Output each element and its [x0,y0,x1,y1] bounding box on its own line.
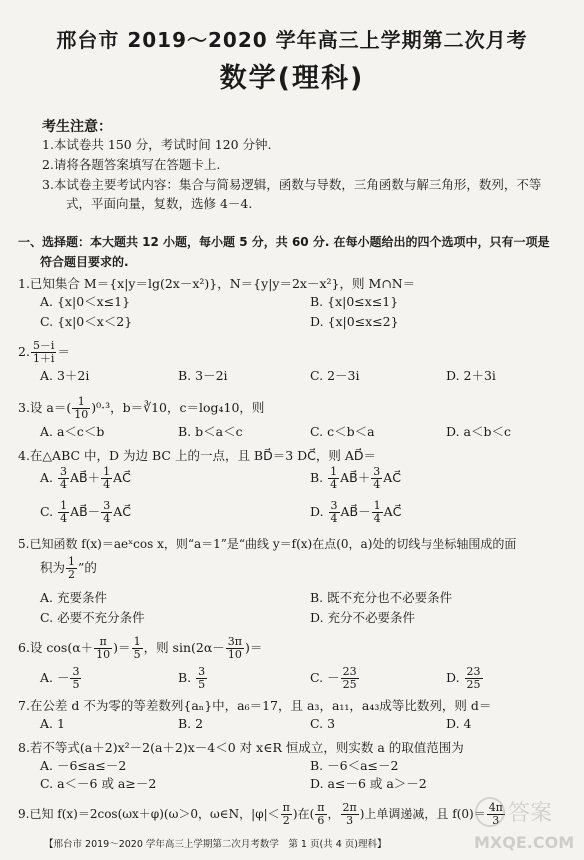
q1-option-c: C. {x|0＜x＜2} [40,314,133,329]
q4b-frac-1 [328,466,339,491]
q4c-n2: 3 [103,499,111,512]
q2-option-a: A. 3＋2i [40,368,90,383]
q3-option-c: C. c＜b＜a [310,424,375,439]
q9-frac-1 [281,802,292,827]
q6-f1n: π [94,636,112,649]
question-7: 7.在公差 d 不为零的等差数列{aₙ}中，a₆＝17，且 a₃，a₁₁，a₄₃成等比数列，则 d＝ [18,698,492,713]
q6-pre: 6.设 cos(α＋ [18,640,94,655]
q8-option-d: D. a≤－6 或 a＞－2 [310,776,427,791]
q6b-d: 5 [198,678,206,691]
q4b-frac-2 [371,466,382,491]
q7-option-b: B. 2 [178,716,204,731]
q6a-frac [70,666,81,691]
q6-post: )＝ [245,640,263,655]
q3-numerator: 1 [72,396,90,409]
q8-option-b: B. －6＜a≤－2 [310,758,399,773]
notice-item-3-cont: 式，平面向量，复数，选修 4－4. [66,196,253,211]
q4b-n1: 1 [330,465,338,478]
q3-option-b: B. b＜a＜c [178,424,243,439]
q6b-n: 3 [198,665,206,678]
question-5: 5.已知函数 f(x)＝aeˣcos x，则“a＝1”是“曲线 y＝f(x)在点(0，a)处的切线与坐标轴围成的面 [18,537,517,551]
q6-f1d: 10 [96,648,111,661]
q4a-label: A. [40,470,57,485]
q6-option-c [310,666,360,691]
q4b-label: B. [310,470,328,485]
q4d-d1: 4 [330,512,338,525]
q9-frac-2 [315,802,326,827]
watermark-text-2: MXQE.COM [474,833,575,852]
q4d-frac-1 [329,500,340,525]
q2-number: 2. [18,344,30,359]
question-1: 1.已知集合 M＝{x|y＝lg(2x－x²)}，N＝{y|y＝2x－x²}，则 M∩N＝ [18,276,416,291]
notice-title: 考生注意： [42,119,112,135]
q9-frac-3 [341,802,359,827]
q6a-label: A. － [40,670,70,685]
q3-suffix: )⁰·³，b＝∛10，c＝log₄10，则 [91,400,265,415]
question-4: 4.在△ABC 中，D 为边 BC 上的一点，且 BD⃗＝3 DC⃗，则 AD⃗＝ [18,448,377,463]
notice-item-1: 1.本试卷共 150 分，考试时间 120 分钟. [42,137,272,152]
question-6 [18,636,262,661]
section-heading: 一、选择题：本大题共 12 小题，每小题 5 分，共 60 分. 在每小题给出的四个选项中，只有一项是 [18,235,550,249]
q4a-d2: 4 [103,478,111,491]
q9-pre: 9.已知 f(x)＝2cos(ωx＋φ)(ω＞0，ω∈N，|φ|＜ [18,807,280,821]
q4a-n2: 1 [103,465,111,478]
q4c-n1: 1 [60,499,68,512]
q9-f3n: 2π [342,801,357,814]
q6-mid1: )＝ [113,640,131,655]
q9-f2d: 6 [317,814,325,827]
q3-option-a: A. a＜c＜b [40,424,105,439]
q5-option-b: B. 既不充分也不必要条件 [310,590,453,605]
q9-f3d: 3 [346,814,354,827]
exam-title: 邢台市 2019～2020 学年高三上学期第二次月考 [56,28,528,52]
q4c-mid: AB⃗－ [70,504,101,519]
q6-frac-1 [94,636,112,661]
section-heading-cont: 符合题目要求的. [40,255,129,269]
q6-option-a [40,666,82,691]
q3-prefix: 3.设 a＝( [18,400,72,415]
q4c-frac-2 [101,500,112,525]
q6a-d: 5 [72,678,80,691]
q7-option-c: C. 3 [310,716,336,731]
q5-post: ”的 [78,560,97,575]
q6-option-b [178,666,208,691]
q4b-n2: 3 [373,465,381,478]
q5-numerator: 1 [68,555,76,568]
q5-fraction [66,556,77,581]
notice-item-2: 2.请将各题答案填写在答题卡上. [42,157,221,172]
q6d-frac [465,666,483,691]
q2-denominator: 1＋i [32,352,55,365]
q4c-d1: 4 [60,512,68,525]
q5-option-c: C. 必要不充分条件 [40,610,145,625]
q6d-d: 25 [466,678,481,691]
q3-option-d: D. a＜b＜c [446,424,511,439]
notice-item-3: 3.本试卷主要考试内容：集合与简易逻辑，函数与导数，三角函数与解三角形，数列，不等 [42,177,542,192]
q6d-label: D. [446,670,464,685]
q6-frac-2 [132,636,143,661]
q7-option-a: A. 1 [40,716,65,731]
q9-comma: ， [327,807,340,821]
q4c-end: AC⃗ [113,504,131,519]
q4d-n2: 1 [373,499,381,512]
question-2 [18,340,70,365]
q6-option-d [446,666,484,691]
q6-f2n: 1 [133,635,141,648]
q5-pre: 积为 [40,560,66,575]
q4b-end: AC⃗ [383,470,402,485]
question-8: 8.若不等式(a＋2)x²－2(a＋2)x－4＜0 对 x∈R 恒成立，则实数 a 的取值范围为 [18,740,464,755]
q1-option-d: D. {x|0≤x≤2} [310,314,399,329]
q2-option-b: B. 3－2i [178,368,228,383]
question-3 [18,396,264,421]
watermark-text-1: 答案 [508,801,553,826]
q3-denominator: 10 [74,408,89,421]
q4a-d1: 4 [59,478,67,491]
q4a-mid: AB⃗＋ [69,470,101,485]
question-9 [18,802,506,827]
question-5-cont [40,556,97,581]
q6c-frac [341,666,359,691]
q9-f4d: 3 [492,814,500,827]
q6-f3n: 3π [227,635,243,648]
q9-mid: )在( [292,807,315,821]
watermark-logo [470,790,580,854]
q6-f2d: 5 [133,648,141,661]
q4a-n1: 3 [59,465,67,478]
q4b-d1: 4 [330,478,338,491]
q1-option-a: A. {x|0＜x≤1} [40,294,131,309]
q4-option-a [40,466,131,491]
q6-mid2: ，则 sin(2α－ [143,640,225,655]
q4d-n1: 3 [330,499,338,512]
q9-f4n: 4π [488,801,503,814]
q4-option-b [310,466,401,491]
q5-denominator: 2 [68,568,76,581]
q4-option-d [310,500,401,525]
page-footer: 【邢台市 2019～2020 学年高三上学期第二次月考数学 第 1 页(共 4 页)理科】 [44,839,387,850]
q2-option-c: C. 2－3i [310,368,360,383]
q4d-label: D. [310,504,328,519]
q4a-frac-1 [58,466,69,491]
q4c-frac-1 [58,500,69,525]
q4-option-c [40,500,131,525]
q2-equals: ＝ [57,344,70,359]
q4d-end: AC⃗ [383,504,402,519]
q6b-label: B. [178,670,196,685]
q6a-n: 3 [72,665,80,678]
q9-f1d: 2 [282,814,290,827]
q8-option-c: C. a＜－6 或 a≥－2 [40,776,157,791]
q4c-d2: 4 [103,512,111,525]
q4a-end: AC⃗ [113,470,131,485]
q5-option-d: D. 充分不必要条件 [310,610,416,625]
q4c-label: C. [40,504,58,519]
q6c-label: C. － [310,670,340,685]
q6c-n: 23 [342,665,357,678]
q6b-frac [196,666,207,691]
q5-option-a: A. 充要条件 [40,590,107,605]
q6c-d: 25 [342,678,357,691]
q2-numerator: 5－i [32,339,55,352]
q8-option-a: A. －6≤a≤－2 [40,758,127,773]
q9-f1n: π [282,801,290,814]
q6d-n: 23 [466,665,481,678]
watermark-ring [476,798,504,826]
q4b-mid: AB⃗＋ [340,470,371,485]
exam-subject: 数学(理科) [219,63,365,94]
q4a-frac-2 [101,466,112,491]
q3-fraction [72,396,90,421]
q6-f3d: 10 [227,648,242,661]
q9-post: )上单调递减，且 f(0)＝ [359,807,486,821]
q4d-mid: AB⃗－ [340,504,371,519]
q4d-d2: 4 [373,512,381,525]
q6-frac-3 [226,636,244,661]
q4b-d2: 4 [373,478,381,491]
q9-f2n: π [317,801,325,814]
q2-fraction [31,340,57,365]
q7-option-d: D. 4 [446,716,472,731]
q4d-frac-2 [372,500,383,525]
q1-option-b: B. {x|0≤x≤1} [310,294,399,309]
q2-option-d: D. 2＋3i [446,368,496,383]
